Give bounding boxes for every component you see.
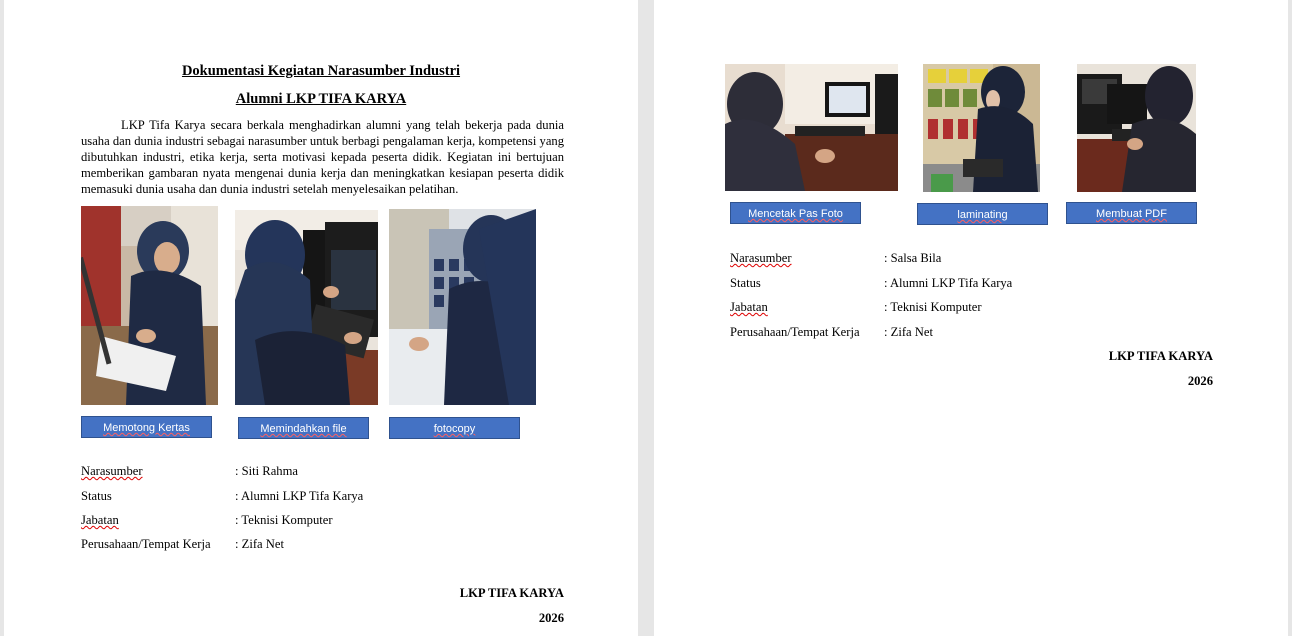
- photo-laminating: [923, 64, 1040, 192]
- info-label-narasumber-2: Narasumber: [730, 251, 792, 265]
- caption-mencetak-pas-foto: Mencetak Pas Foto: [730, 202, 861, 224]
- document-page-1: [4, 0, 638, 636]
- info-value-narasumber: : Siti Rahma: [235, 464, 298, 478]
- info-value-jabatan: : Teknisi Komputer: [235, 513, 333, 527]
- document-page-2: [654, 0, 1288, 636]
- info-label-narasumber: Narasumber: [81, 464, 143, 478]
- signature-year-2: 2026: [1187, 374, 1213, 388]
- caption-memindahkan-file: Memindahkan file: [238, 417, 369, 439]
- page-subtitle: Alumni LKP TIFA KARYA: [235, 91, 407, 107]
- caption-memotong-kertas: Memotong Kertas: [81, 416, 212, 438]
- info-label-status-2: Status: [730, 276, 761, 290]
- caption-membuat-pdf: Membuat PDF: [1066, 202, 1197, 224]
- caption-laminating: laminating: [917, 203, 1048, 225]
- info-value-narasumber-2: : Salsa Bila: [884, 251, 942, 265]
- intro-paragraph: LKP Tifa Karya secara berkala menghadirkan alumni yang telah bekerja pada dunia usaha dan dunia industri sebagai narasumber untuk berbagi pengalaman kerja, kompetensi yang dibutuhkan industri, etika kerja, serta motivasi kepada peserta didik. Kegiatan ini bertujuan memberikan gambaran nyata mengenai dunia kerja dan meningkatkan kesiapan peserta didik memasuki dunia usaha dan dunia industri setelah menyelesaikan pelatihan.: [81, 118, 564, 196]
- info-value-jabatan-2: : Teknisi Komputer: [884, 300, 982, 314]
- photo-membuat-pdf: [1077, 64, 1196, 192]
- info-label-perusahaan: Perusahaan/Tempat Kerja: [81, 537, 211, 551]
- info-label-jabatan-2: Jabatan: [730, 300, 768, 314]
- info-label-jabatan: Jabatan: [81, 513, 119, 527]
- photo-memotong-kertas: [81, 206, 218, 405]
- caption-fotocopy: fotocopy: [389, 417, 520, 439]
- signature-org: LKP TIFA KARYA: [459, 586, 564, 600]
- info-value-status: : Alumni LKP Tifa Karya: [235, 489, 364, 503]
- photo-fotocopy: [389, 209, 536, 405]
- info-value-status-2: : Alumni LKP Tifa Karya: [884, 276, 1013, 290]
- info-value-perusahaan: : Zifa Net: [235, 537, 284, 551]
- info-label-status: Status: [81, 489, 112, 503]
- signature-year: 2026: [538, 611, 564, 625]
- photo-memindahkan-file: [235, 210, 378, 405]
- page-title: Dokumentasi Kegiatan Narasumber Industri: [181, 63, 461, 79]
- info-value-perusahaan-2: : Zifa Net: [884, 325, 933, 339]
- signature-org-2: LKP TIFA KARYA: [1108, 349, 1213, 363]
- info-label-perusahaan-2: Perusahaan/Tempat Kerja: [730, 325, 860, 339]
- photo-mencetak-pas-foto: [725, 64, 898, 191]
